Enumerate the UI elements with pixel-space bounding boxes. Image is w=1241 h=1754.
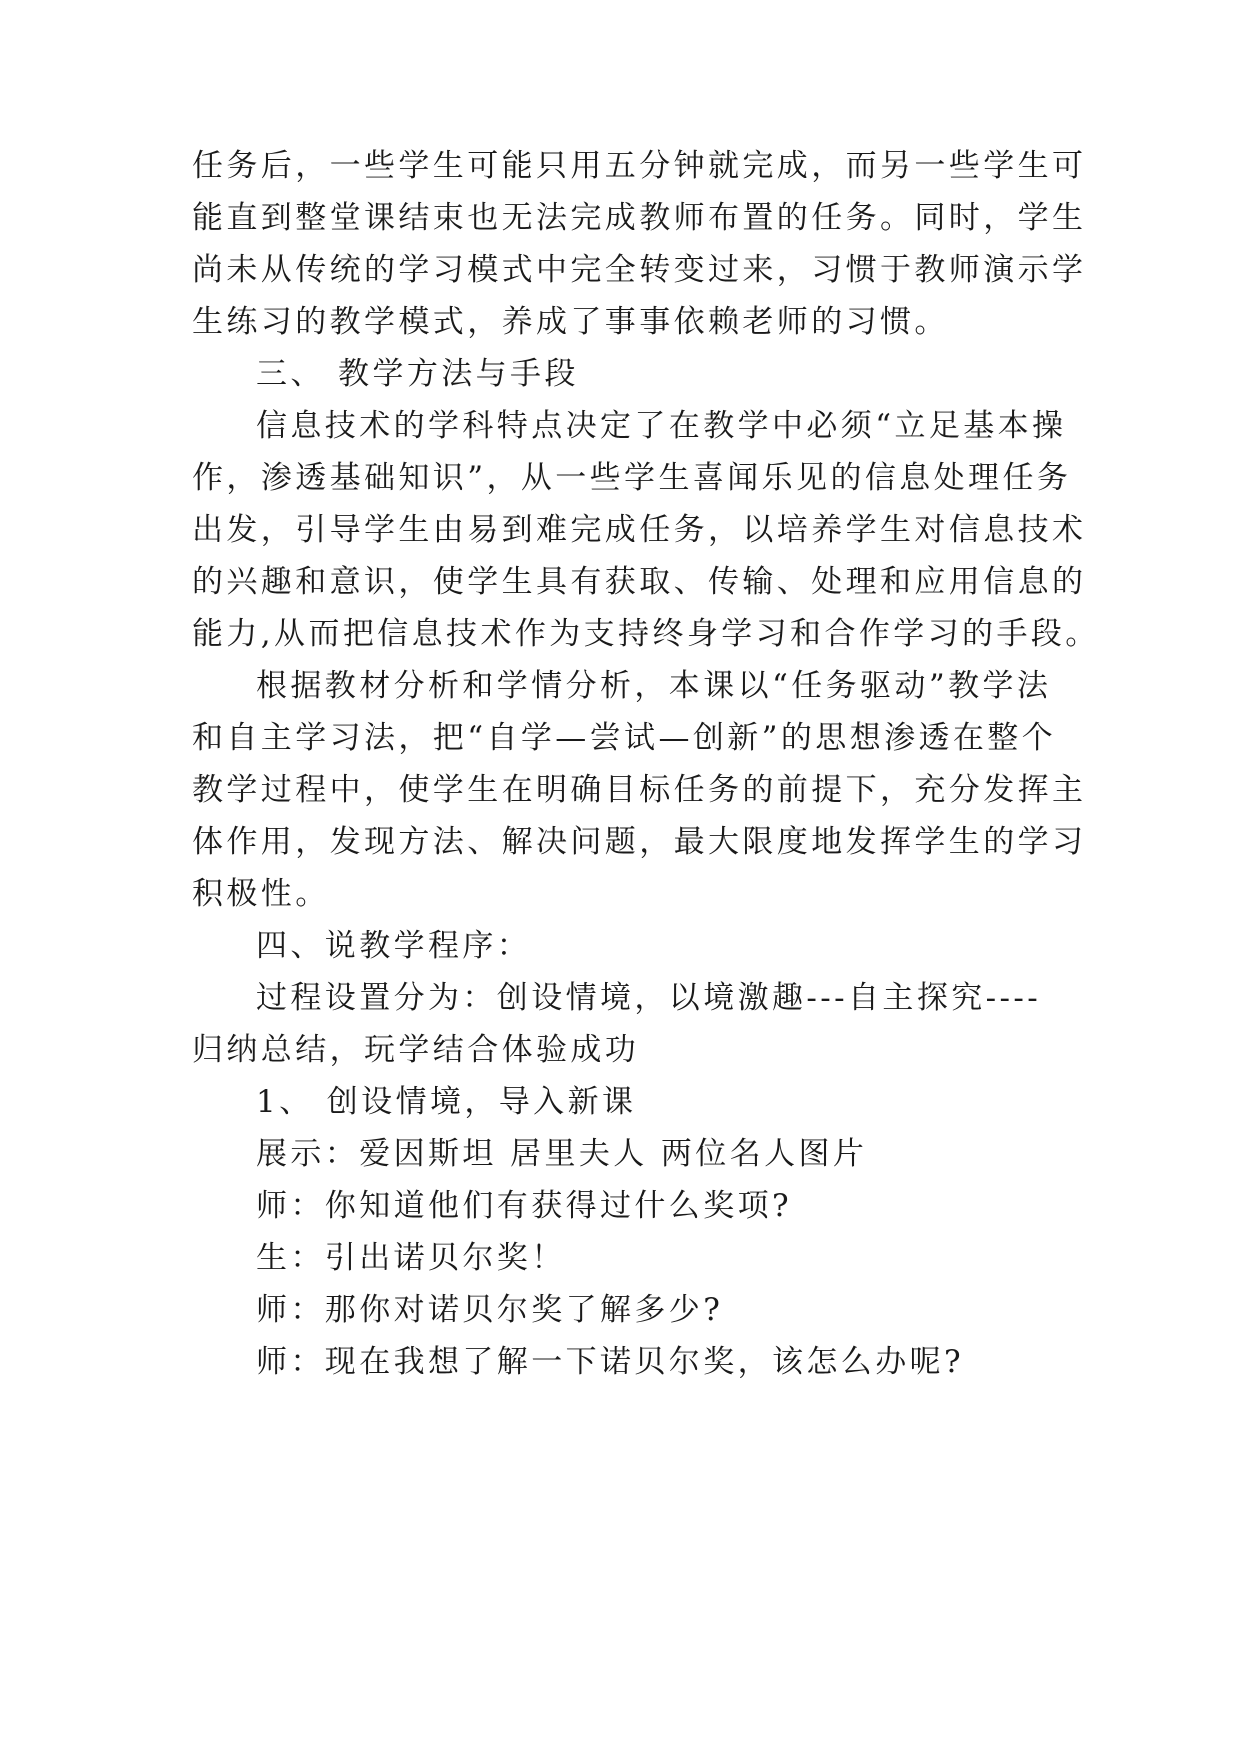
paragraph-line: 过程设置分为：创设情境，以境激趣---自主探究---- — [256, 980, 1042, 1016]
paragraph-line: 教学过程中，使学生在明确目标任务的前提下，充分发挥主 — [192, 772, 1087, 808]
paragraph-line: 信息技术的学科特点决定了在教学中必须“立足基本操 — [256, 408, 1067, 444]
paragraph-line: 的兴趣和意识，使学生具有获取、传输、处理和应用信息的 — [192, 564, 1087, 600]
paragraph-line: 能力,从而把信息技术作为支持终身学习和合作学习的手段。 — [192, 616, 1100, 652]
section-heading: 三、 教学方法与手段 — [256, 356, 579, 392]
paragraph-line: 作，渗透基础知识”，从一些学生喜闻乐见的信息处理任务 — [192, 460, 1072, 496]
paragraph-line: 归纳总结，玩学结合体验成功 — [192, 1032, 640, 1068]
paragraph-line: 和自主学习法，把“自学—尝试—创新”的思想渗透在整个 — [192, 720, 1057, 756]
paragraph-line: 展示：爱因斯坦 居里夫人 两位名人图片 — [256, 1136, 868, 1172]
paragraph-line: 生练习的教学模式，养成了事事依赖老师的习惯。 — [192, 304, 949, 340]
section-heading: 四、说教学程序： — [256, 928, 532, 964]
paragraph-line: 任务后，一些学生可能只用五分钟就完成，而另一些学生可 — [192, 148, 1087, 184]
subsection-heading: 1、 创设情境，导入新课 — [256, 1084, 637, 1120]
dialog-line: 师：你知道他们有获得过什么奖项? — [256, 1188, 793, 1224]
paragraph-line: 体作用，发现方法、解决问题，最大限度地发挥学生的学习 — [192, 824, 1087, 860]
dialog-line: 师：那你对诺贝尔奖了解多少? — [256, 1292, 724, 1328]
paragraph-line: 积极性。 — [192, 876, 330, 912]
paragraph-line: 尚未从传统的学习模式中完全转变过来，习惯于教师演示学 — [192, 252, 1087, 288]
paragraph-line: 根据教材分析和学情分析，本课以“任务驱动”教学法 — [256, 668, 1052, 704]
dialog-line: 师：现在我想了解一下诺贝尔奖，该怎么办呢? — [256, 1344, 965, 1380]
paragraph-line: 能直到整堂课结束也无法完成教师布置的任务。同时，学生 — [192, 200, 1087, 236]
paragraph-line: 出发，引导学生由易到难完成任务，以培养学生对信息技术 — [192, 512, 1087, 548]
dialog-line: 生：引出诺贝尔奖！ — [256, 1240, 566, 1276]
